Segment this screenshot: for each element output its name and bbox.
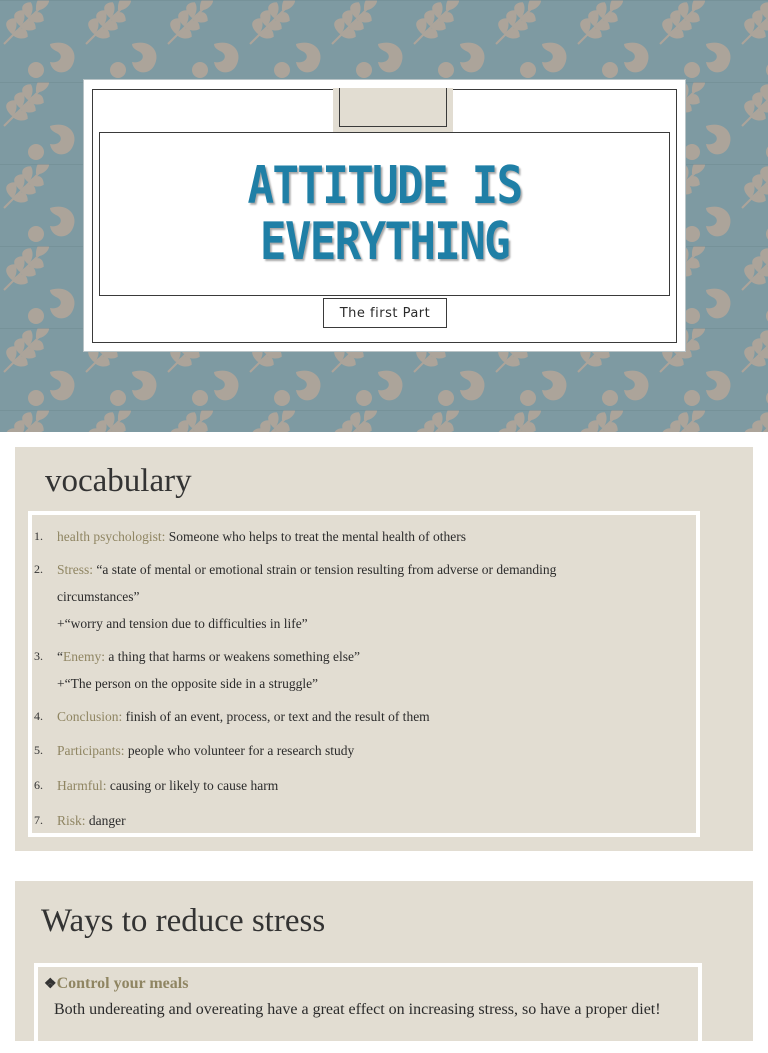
title-tab-decoration	[333, 88, 453, 132]
vocabulary-item	[32, 523, 696, 550]
term-quote: “	[57, 649, 63, 664]
vocabulary-definition: danger	[88, 813, 126, 828]
title-card-frame	[92, 89, 677, 343]
diamond-bullet-icon: ❖	[44, 977, 57, 992]
title-slide	[0, 0, 768, 432]
title-tab-inner	[339, 88, 447, 127]
vocabulary-definition: finish of an event, process, or text and the result of them	[125, 709, 430, 724]
vocabulary-term: health psychologist:	[57, 529, 166, 544]
vocabulary-term: Participants:	[57, 743, 125, 758]
item-number: 1.	[34, 529, 43, 543]
vocabulary-definition-continued: circumstances”	[57, 589, 140, 604]
stress-tip-title-text: Control your meals	[56, 975, 189, 992]
vocabulary-definition-extra: +“The person on the opposite side in a struggle”	[57, 676, 319, 691]
vocabulary-item	[32, 643, 696, 697]
stress-tips-box	[34, 963, 702, 1053]
title-box	[99, 132, 670, 296]
title-card	[83, 79, 686, 352]
slide-title: ATTITUDE IS EVERYTHING	[247, 156, 522, 272]
item-number: 4.	[34, 709, 43, 723]
slide-subtitle: The first Part	[323, 298, 447, 328]
item-number: 5.	[34, 743, 43, 757]
reduce-stress-slide	[15, 881, 753, 1041]
vocabulary-term: Enemy:	[63, 649, 105, 664]
vocabulary-slide	[15, 447, 753, 851]
item-number: 7.	[34, 813, 43, 827]
vocabulary-item	[32, 703, 696, 730]
vocabulary-term: Stress:	[57, 562, 94, 577]
vocabulary-definition: people who volunteer for a research study	[127, 743, 355, 758]
vocabulary-definition: “a state of mental or emotional strain or tension resulting from adverse or demanding	[96, 562, 557, 577]
vocabulary-definition-extra: +“worry and tension due to difficulties in life”	[57, 616, 308, 631]
item-number: 6.	[34, 778, 43, 792]
vocabulary-term: Risk:	[57, 813, 86, 828]
vocabulary-definition: Someone who helps to treat the mental health of others	[168, 529, 467, 544]
stress-tip-title	[44, 975, 188, 993]
vocabulary-item	[32, 807, 696, 834]
vocabulary-item	[32, 772, 696, 799]
vocabulary-item	[32, 556, 696, 637]
reduce-stress-heading: Ways to reduce stress	[41, 903, 326, 939]
vocabulary-box	[28, 511, 700, 837]
vocabulary-item	[32, 737, 696, 764]
vocabulary-heading: vocabulary	[45, 463, 192, 499]
item-number: 3.	[34, 649, 43, 663]
vocabulary-term: Harmful:	[57, 778, 107, 793]
stress-tip-body: Both undereating and overeating have a great effect on increasing stress, so have a proper diet!	[54, 1001, 661, 1018]
vocabulary-list	[32, 523, 696, 834]
vocabulary-definition: a thing that harms or weakens something else”	[108, 649, 360, 664]
vocabulary-term: Conclusion:	[57, 709, 123, 724]
item-number: 2.	[34, 562, 43, 576]
vocabulary-definition: causing or likely to cause harm	[109, 778, 279, 793]
